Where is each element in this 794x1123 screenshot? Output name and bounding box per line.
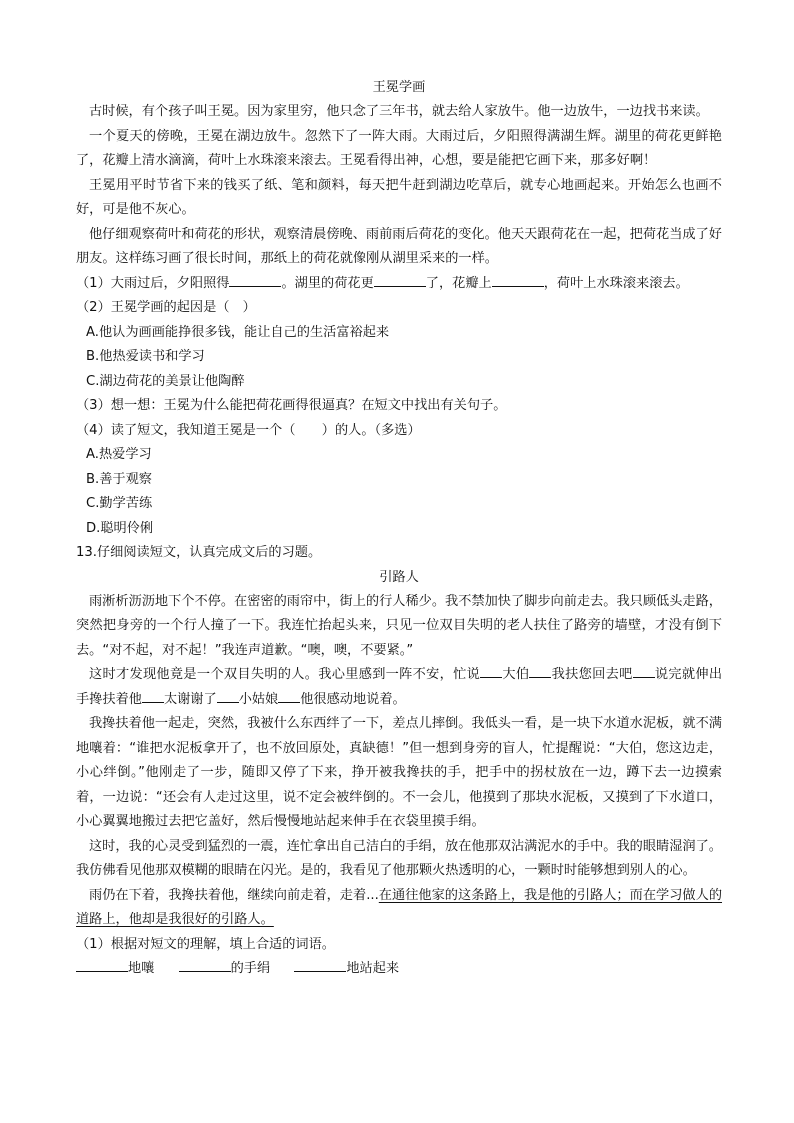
answer-blank[interactable] [179,957,231,972]
underlined-sentence: 在通往他家的这条路上，我是他的引路人；而在学习做人的道路上，他却是我很好的引路人。 [76,887,723,927]
punctuation-blank[interactable] [529,663,551,678]
story-paragraph: 一个夏天的傍晚，王冕在湖边放牛。忽然下了一阵大雨。大雨过后，夕阳照得满湖生辉。湖里的荷花更鲜艳了，花瓣上清水滴滴，荷叶上水珠滚来滚去。王冕看得出神，心想，要是能把它画下来，那多好啊！ [76,128,722,168]
question-text: 了，花瓣上 [425,275,492,291]
question-3: （3）想一想：王冕为什么能把荷花画得很逼真？在短文中找出有关句子。 [76,398,507,413]
question-4-option: A.热爱学习 [86,447,152,462]
answer-blank[interactable] [492,272,544,287]
question-1-story2: （1）根据对短文的理解，填上合适的词语。 [76,936,335,952]
question-4-option: D.聪明伶俐 [86,520,154,536]
question-1 [76,272,722,297]
story-title: 引路人 [379,569,419,585]
question-4-option: C.勤学苦练 [86,496,153,511]
story-paragraph-with-blanks: 这时才发现他竟是一个双目失明的人。我心里感到一阵不安，忙说 大伯 我扶您回去吧 说完就伸出手搀扶着他 太谢谢了 小姑娘 他很感动地说着。 [76,663,722,712]
question-4-option: B.善于观察 [86,471,152,487]
question-2-option: A.他认为画画能挣很多钱，能让自己的生活富裕起来 [86,324,390,340]
story-paragraph: 雨仍在下着，我搀扶着他，继续向前走着，走着...在通往他家的这条路上，我是他的引路人；而在学习做人的道路上，他却是我很好的引路人。 [76,887,723,927]
question-4: （4）读了短文，我知道王冕是一个（ ）的人。（多选） [76,422,421,438]
punctuation-blank[interactable] [278,688,300,703]
document-content [76,76,722,982]
question-2: （2）王冕学画的起因是（ ） [76,300,256,315]
question-2-option: B.他热爱读书和学习 [86,349,205,364]
punctuation-blank[interactable] [217,688,239,703]
story-title: 王冕学画 [372,80,426,95]
story-paragraph: 这时，我的心灵受到猛烈的一震，连忙拿出自己洁白的手绢，放在他那双沾满泥水的手中。我的眼睛湿润了。我仿佛看见他那双模糊的眼睛在闪光。是的，我看见了他那颗火热透明的心，一颗时时能够想到别人的心。 [76,838,722,878]
answer-blank[interactable] [294,957,346,972]
punctuation-blank[interactable] [142,688,164,703]
story-paragraph: 他仔细观察荷叶和荷花的形状，观察清晨傍晚、雨前雨后荷花的变化。他天天跟荷花在一起，把荷花当成了好朋友。这样练习画了很长时间，那纸上的荷花就像刚从湖里采来的一样。 [76,226,722,266]
question-text: 。湖里的荷花更 [281,275,374,291]
story-paragraph: 王冕用平时节省下来的钱买了纸、笔和颜料，每天把牛赶到湖边吃草后，就专心地画起来。开始怎么也画不好，可是他不灰心。 [76,177,722,217]
question-13-heading: 13.仔细阅读短文，认真完成文后的习题。 [76,545,322,560]
answer-blank[interactable] [229,272,281,287]
fill-item: 的手绢 [179,957,271,982]
answer-blank[interactable] [76,957,128,972]
fill-item: 地站起来 [294,957,399,982]
question-text: （1）大雨过后，夕阳照得 [76,275,230,291]
story-paragraph: 我搀扶着他一起走，突然，我被什么东西绊了一下，差点儿摔倒。我低头一看，是一块下水道水泥板，就不满地嚷着：“谁把水泥板拿开了，也不放回原处，真缺德！”但一想到身旁的盲人，忙提醒说：“大伯，您这边走，小心绊倒。”他刚走了一步，随即又停了下来，挣开被我搀扶的手，把手中的拐杖放在一边，蹲下去一边摸索着，一边说：“还会有人走过这里，说不定会被绊倒的。不一会儿，他摸到了那块水泥板，又摸到了下水道口，小心翼翼地搬过去把它盖好，然后慢慢地站起来伸手在衣袋里摸手绢。 [76,716,722,829]
fill-in-words [76,957,722,982]
story-paragraph: 雨淅析沥沥地下个不停。在密密的雨帘中，街上的行人稀少。我不禁加快了脚步向前走去。我只顾低头走路，突然把身旁的一个行人撞了一下。我连忙抬起头来，只见一位双目失明的老人扶住了路旁的墙壁，才没有倒下去。“对不起，对不起！”我连声道歉。“噢，噢，不要紧。” [76,593,722,658]
question-text: ，荷叶上水珠滚来滚去。 [543,275,689,291]
answer-blank[interactable] [374,272,426,287]
fill-item: 地嚷 [76,957,154,982]
punctuation-blank[interactable] [480,663,502,678]
question-2-option: C.湖边荷花的美景让他陶醉 [86,373,245,389]
story-paragraph: 古时候，有个孩子叫王冕。因为家里穷，他只念了三年书，就去给人家放牛。他一边放牛，一边找书来读。 [89,104,709,119]
punctuation-blank[interactable] [633,663,655,678]
